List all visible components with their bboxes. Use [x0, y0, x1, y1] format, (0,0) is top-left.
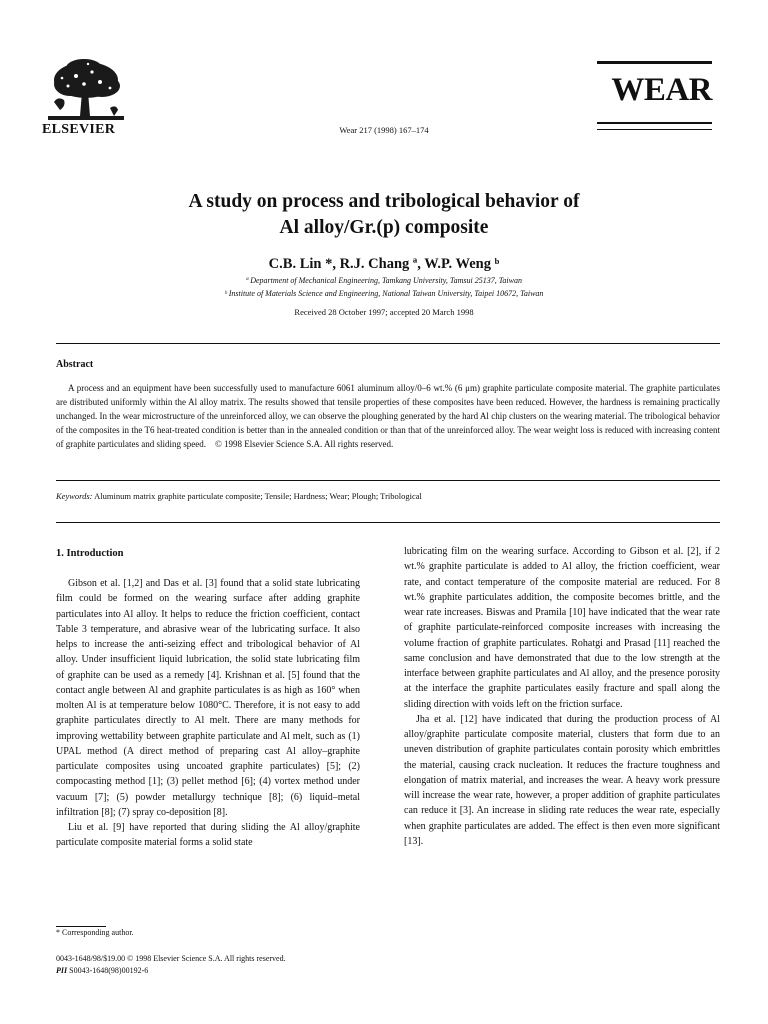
intro-paragraph-3: Jha et al. [12] have indicated that during the production process of Al alloy/graphite particulate composite material, clusters that form due to an uneven distribution of graphite particulates contain porosity which embrittles the material, causing crack nucleation. It reduces the fracture toughness and elongation of matrix material, and increases the wear. A heavy work pressure will increase the wear rate, however, a proper addition of graphite particulates can reduce it [3]. An increase in sliding rate reduces the wear rate, especially when graphite particulates are added. The effect is then even more significant [13].: [404, 713, 720, 847]
issn-line: 0043-1648/98/$19.00 © 1998 Elsevier Science S.A. All rights reserved.: [56, 954, 286, 963]
intro-paragraph-2-continued: lubricating film on the wearing surface. According to Gibson et al. [2], if 2 wt.% graphite particulate is added to Al alloy, the friction coefficient, wear rate, and contact temperature of the composite material are reduced. For 8 wt.% graphite particulates addition, the composite becomes brittle, and the wear rate increases. Biswas and Pramila [10] have indicated that the wear rate of graphite particulate-reinforced composite increases with increasing the volume fraction of graphite particulates. Rohatgi and Prasad [11] reached the same conclusion and have demonstrated that due to the low strength at the interface between graphite particulates and Al alloy, and the presence porosity at the interface the graphite particulates easily fracture and spall along the sliding direction with voids left on the friction surface.: [404, 546, 720, 710]
journal-rule-bottom-thin: [597, 129, 712, 130]
tree-icon: [40, 58, 132, 122]
abstract-copyright: © 1998 Elsevier Science S.A. All rights reserved.: [214, 439, 394, 449]
abstract-heading: Abstract: [56, 359, 94, 370]
author-list: C.B. Lin *, R.J. Chang ª, W.P. Weng ᵇ: [268, 256, 500, 272]
footnote-rule: [56, 926, 106, 927]
affiliation-a: ª Department of Mechanical Engineering, Tamkang University, Tamsui 25137, Taiwan: [246, 276, 522, 285]
received-dates: Received 28 October 1997; accepted 20 March 1998: [294, 307, 474, 317]
keywords: [56, 491, 720, 501]
journal-citation: Wear 217 (1998) 167–174: [339, 125, 429, 135]
left-column: [56, 576, 360, 851]
footnote-corresponding-author: * Corresponding author.: [56, 928, 134, 937]
abstract-text: A process and an equipment have been successfully used to manufacture 6061 aluminum alloy/0–6 wt.% (6 μm) graphite particulate composite material. The graphite particulates are distributed uniformly within the Al alloy matrix. The results showed that tensile properties of these composites have been reduced. However, the hardness is remaining practically unchanged. In the wear microstructure of the unreinforced alloy, we can observe the ploughing generated by the hard Al chip clusters on the wearing material. The tribological behavior of the composites in the T6 heat-treated condition is better than in the annealed condition or than that of the unreinforced alloy. The wear weight loss is reduced with increasing content of graphite particulates and sliding speed.: [56, 383, 720, 449]
keywords-label: Keywords:: [56, 491, 93, 501]
intro-paragraph-1: Gibson et al. [1,2] and Das et al. [3] found that a solid state lubricating film could be formed on the wearing surface after adding graphite particulates into Al alloy. It helps to reduce the friction coefficient, contact Table 3 temperature, and abrasive wear of the lubricating surface. It also helps to increase the anti-seizing effect and tribological behavior of Al alloy. Under insufficient liquid lubrication, the solid state lubricating film of graphite can be used as a remedy [4]. Krishnan et al. [5] found that the contact angle between Al and graphite particulates is as high as 160° when molten Al is at temperature below 1080°C. Therefore, it is not easy to add graphite particulates directly to Al melt. There are many methods for improving wettability between graphite particulate and Al melt, such as (1) UPAL method (A direct method of preparing cast Al alloy–graphite particulate composites using uncoated graphite particulates) [5]; (2) compocasting method [1]; (3) pellet method [6]; (4) vortex method under vacuum [7]; (5) powder metallurgy technique [8]; (6) liquid–metal infiltration [8]; (7) spray co-deposition [8].: [56, 578, 360, 818]
abstract-rule-top: [56, 343, 720, 344]
journal-name: WEAR: [611, 72, 712, 108]
title-line-1: A study on process and tribological behavior of: [188, 191, 580, 212]
abstract-rule-bottom: [56, 480, 720, 481]
publisher-name: ELSEVIER: [42, 122, 116, 137]
abstract-body: [56, 381, 720, 451]
keywords-text: Aluminum matrix graphite particulate composite; Tensile; Hardness; Wear; Plough; Tribological: [92, 491, 422, 501]
pii-value: S0043-1648(98)00192-6: [67, 966, 149, 975]
intro-paragraph-2: Liu et al. [9] have reported that during sliding the Al alloy/graphite particulate composite material forms a solid state: [56, 822, 360, 849]
pii-label: PII: [56, 966, 68, 975]
pii-line: [56, 965, 286, 977]
keywords-rule: [56, 522, 720, 523]
journal-rule-top: [597, 61, 712, 64]
affiliation-b: ᵇ Institute of Materials Science and Engineering, National Taiwan University, Taipei 10672, Taiwan: [224, 289, 544, 298]
right-column: [404, 544, 720, 849]
abstract-paragraph: [56, 381, 720, 451]
article-title: [0, 189, 768, 241]
publication-info: [56, 953, 286, 977]
journal-rule-bottom: [597, 122, 712, 124]
title-line-2: Al alloy/Gr.(p) composite: [279, 217, 489, 238]
section-heading-introduction: 1. Introduction: [56, 548, 124, 559]
